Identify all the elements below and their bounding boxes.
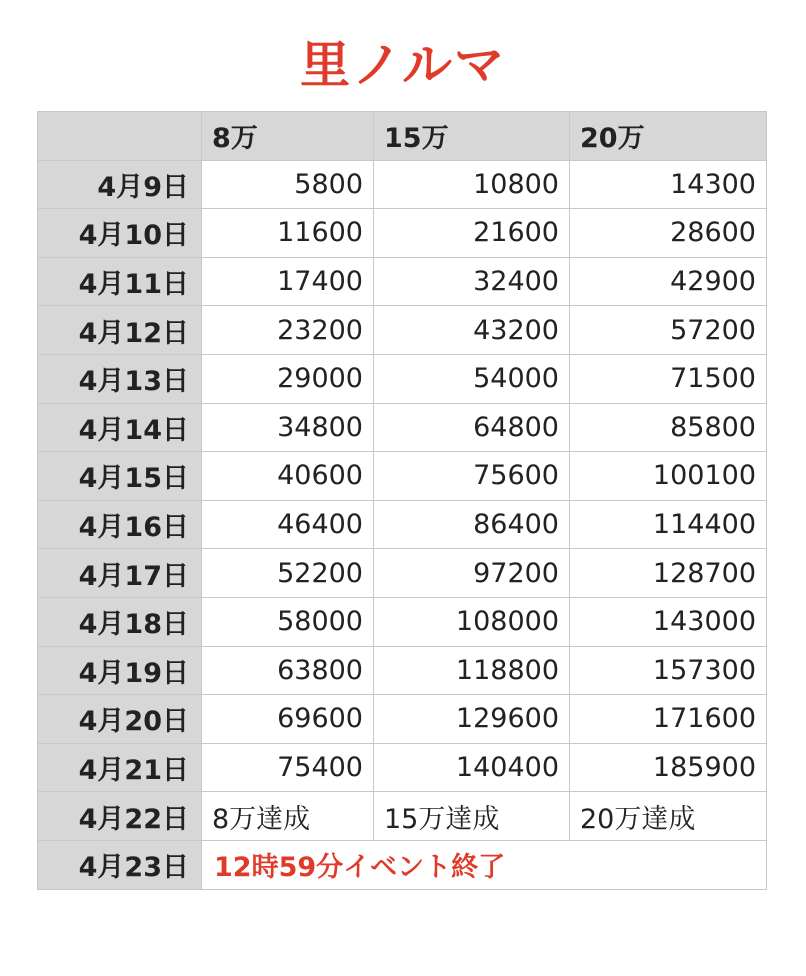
date-cell: 4月11日: [38, 257, 202, 306]
date-cell: 4月23日: [38, 840, 202, 889]
table-row: [38, 306, 767, 355]
date-cell: 4月18日: [38, 597, 202, 646]
table-row: [38, 500, 767, 549]
value-cell: 14300: [570, 160, 767, 209]
table-row: [38, 452, 767, 501]
achieved-cell-20man: 20万達成: [570, 792, 767, 841]
date-cell: 4月13日: [38, 354, 202, 403]
value-cell: 29000: [202, 354, 374, 403]
header-cell-8man: 8万: [202, 112, 374, 161]
value-cell: 185900: [570, 743, 767, 792]
value-cell: 85800: [570, 403, 767, 452]
value-cell: 42900: [570, 257, 767, 306]
date-cell: 4月21日: [38, 743, 202, 792]
date-cell: 4月9日: [38, 160, 202, 209]
value-cell: 58000: [202, 597, 374, 646]
table-row: [38, 646, 767, 695]
value-cell: 75600: [374, 452, 570, 501]
value-cell: 129600: [374, 695, 570, 744]
value-cell: 57200: [570, 306, 767, 355]
achieved-cell-15man: 15万達成: [374, 792, 570, 841]
value-cell: 10800: [374, 160, 570, 209]
table-row: [38, 695, 767, 744]
value-cell: 108000: [374, 597, 570, 646]
value-cell: 100100: [570, 452, 767, 501]
value-cell: 118800: [374, 646, 570, 695]
value-cell: 63800: [202, 646, 374, 695]
table-row: [38, 160, 767, 209]
value-cell: 171600: [570, 695, 767, 744]
value-cell: 5800: [202, 160, 374, 209]
value-cell: 23200: [202, 306, 374, 355]
date-cell: 4月19日: [38, 646, 202, 695]
date-cell: 4月16日: [38, 500, 202, 549]
value-cell: 64800: [374, 403, 570, 452]
value-cell: 128700: [570, 549, 767, 598]
value-cell: 46400: [202, 500, 374, 549]
date-cell: 4月10日: [38, 209, 202, 258]
page-title: 里ノルマ: [300, 36, 506, 94]
value-cell: 75400: [202, 743, 374, 792]
value-cell: 28600: [570, 209, 767, 258]
date-cell: 4月17日: [38, 549, 202, 598]
quota-table: [37, 111, 767, 890]
event-end-notice: 12時59分イベント終了: [202, 840, 767, 889]
value-cell: 69600: [202, 695, 374, 744]
value-cell: 40600: [202, 452, 374, 501]
value-cell: 143000: [570, 597, 767, 646]
achieved-row: [38, 792, 767, 841]
value-cell: 32400: [374, 257, 570, 306]
header-corner-cell: [38, 112, 202, 161]
value-cell: 140400: [374, 743, 570, 792]
header-row: [38, 112, 767, 161]
value-cell: 114400: [570, 500, 767, 549]
date-cell: 4月14日: [38, 403, 202, 452]
value-cell: 21600: [374, 209, 570, 258]
value-cell: 71500: [570, 354, 767, 403]
date-cell: 4月20日: [38, 695, 202, 744]
value-cell: 54000: [374, 354, 570, 403]
event-end-row: [38, 840, 767, 889]
table-row: [38, 403, 767, 452]
table-row: [38, 549, 767, 598]
date-cell: 4月22日: [38, 792, 202, 841]
value-cell: 52200: [202, 549, 374, 598]
table-row: [38, 209, 767, 258]
table-row: [38, 597, 767, 646]
value-cell: 86400: [374, 500, 570, 549]
achieved-cell-8man: 8万達成: [202, 792, 374, 841]
value-cell: 34800: [202, 403, 374, 452]
value-cell: 157300: [570, 646, 767, 695]
date-cell: 4月15日: [38, 452, 202, 501]
table-row: [38, 354, 767, 403]
value-cell: 43200: [374, 306, 570, 355]
header-cell-20man: 20万: [570, 112, 767, 161]
date-cell: 4月12日: [38, 306, 202, 355]
header-cell-15man: 15万: [374, 112, 570, 161]
table-row: [38, 257, 767, 306]
value-cell: 17400: [202, 257, 374, 306]
value-cell: 97200: [374, 549, 570, 598]
value-cell: 11600: [202, 209, 374, 258]
table-row: [38, 743, 767, 792]
